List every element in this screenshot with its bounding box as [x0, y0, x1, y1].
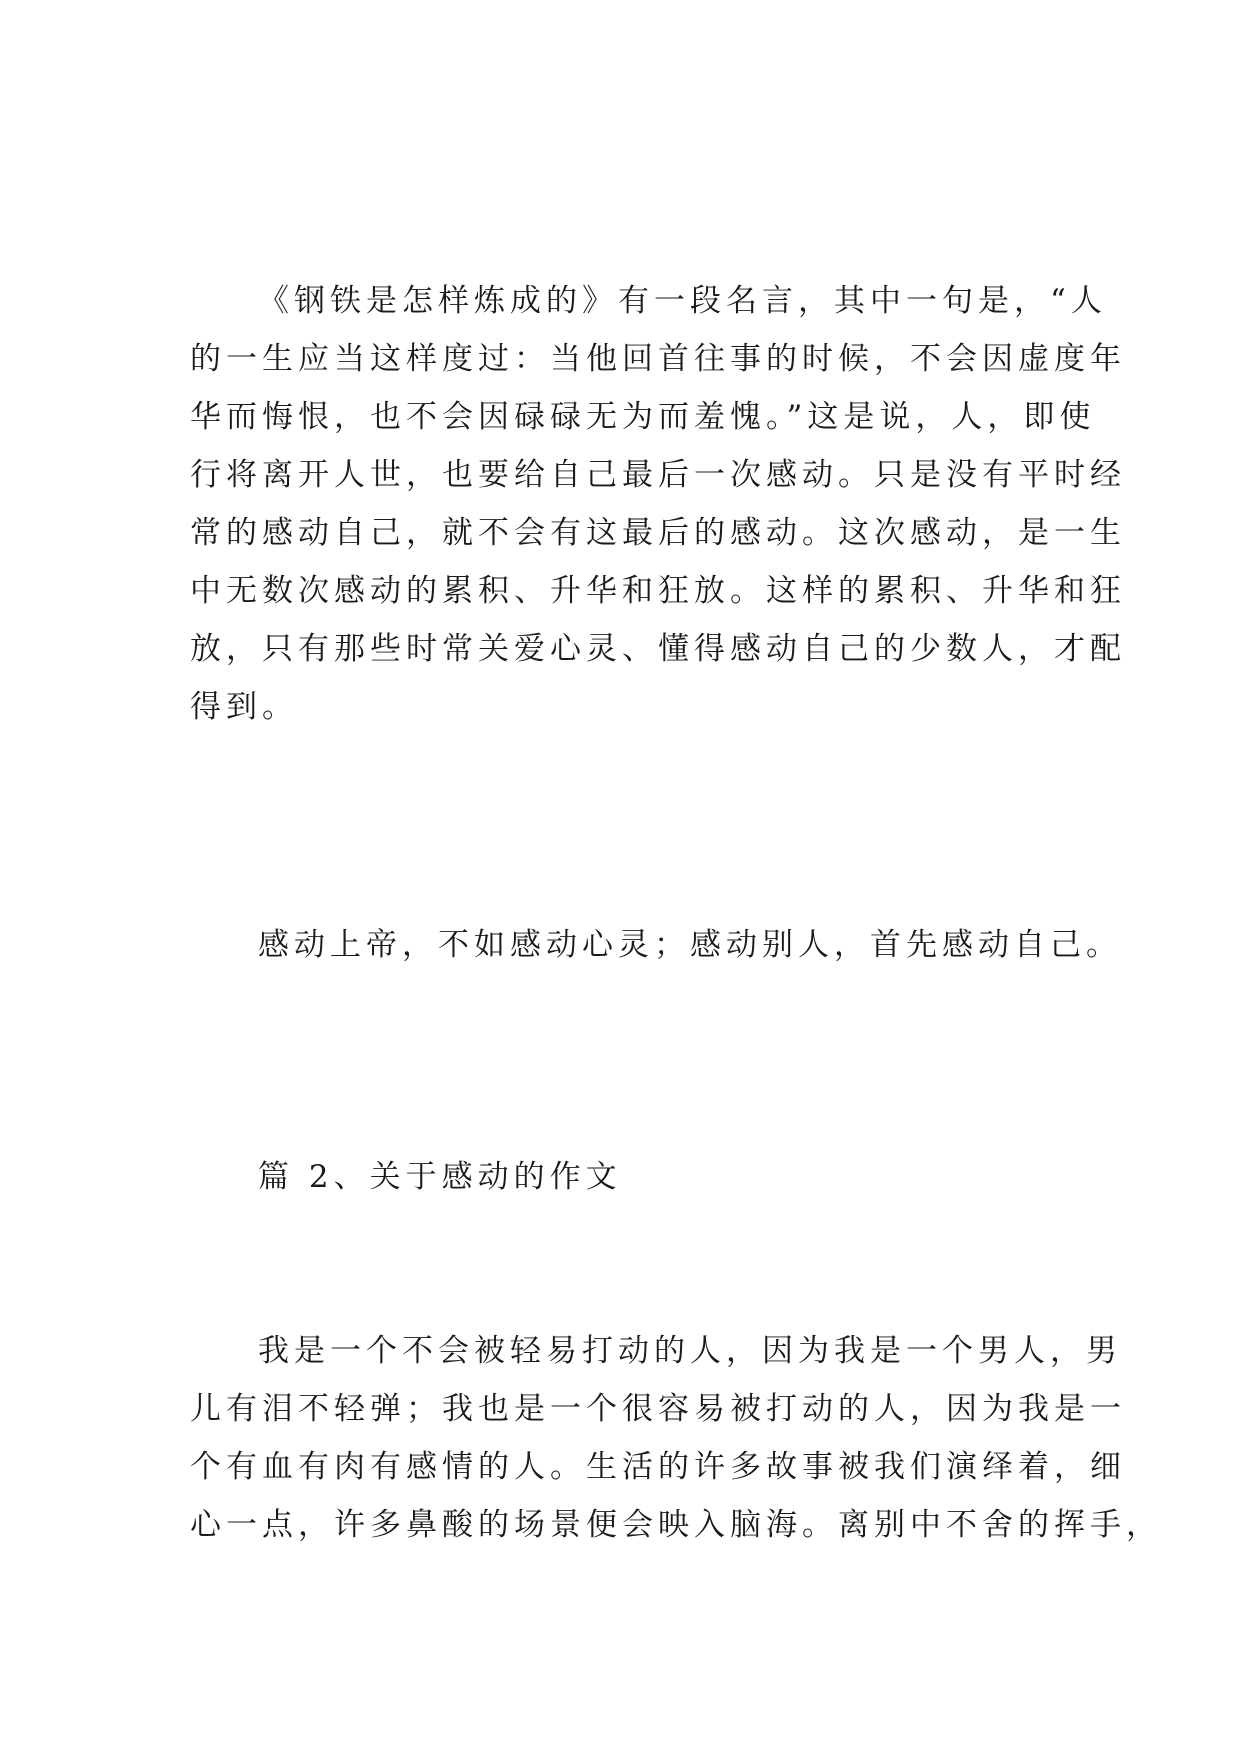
text-line: 得到。 — [190, 689, 298, 725]
text-line: 我是一个不会被轻易打动的人，因为我是一个男人，男 — [258, 1333, 1122, 1369]
text-line: 的一生应当这样度过：当他回首往事的时候，不会因虚度年 — [190, 341, 1126, 377]
paragraph-motto — [190, 916, 1122, 974]
section-heading — [190, 1148, 1060, 1206]
text-line: 心一点，许多鼻酸的场景便会映入脑海。离别中不舍的挥手， — [190, 1507, 1162, 1543]
text-line: 常的感动自己，就不会有这最后的感动。这次感动，是一生 — [190, 515, 1126, 551]
text-line: 感动上帝，不如感动心灵；感动别人，首先感动自己。 — [258, 927, 1122, 963]
text-line: 儿有泪不轻弹；我也是一个很容易被打动的人，因为我是一 — [190, 1391, 1126, 1427]
text-line: 华而悔恨，也不会因碌碌无为而羞愧。”这是说，人，即使 — [190, 399, 1096, 435]
heading-text: 篇 2、关于感动的作文 — [258, 1159, 622, 1195]
text-line: 行将离开人世，也要给自己最后一次感动。只是没有平时经 — [190, 457, 1126, 493]
text-line: 放，只有那些时常关爱心灵、懂得感动自己的少数人，才配 — [190, 631, 1126, 667]
text-line: 个有血有肉有感情的人。生活的许多故事被我们演绎着，细 — [190, 1449, 1126, 1485]
text-line: 中无数次感动的累积、升华和狂放。这样的累积、升华和狂 — [190, 573, 1126, 609]
text-line: 《钢铁是怎样炼成的》有一段名言，其中一句是，“人 — [258, 283, 1107, 319]
paragraph-essay-start — [190, 1322, 1162, 1554]
paragraph-quote-steel — [190, 272, 1126, 736]
